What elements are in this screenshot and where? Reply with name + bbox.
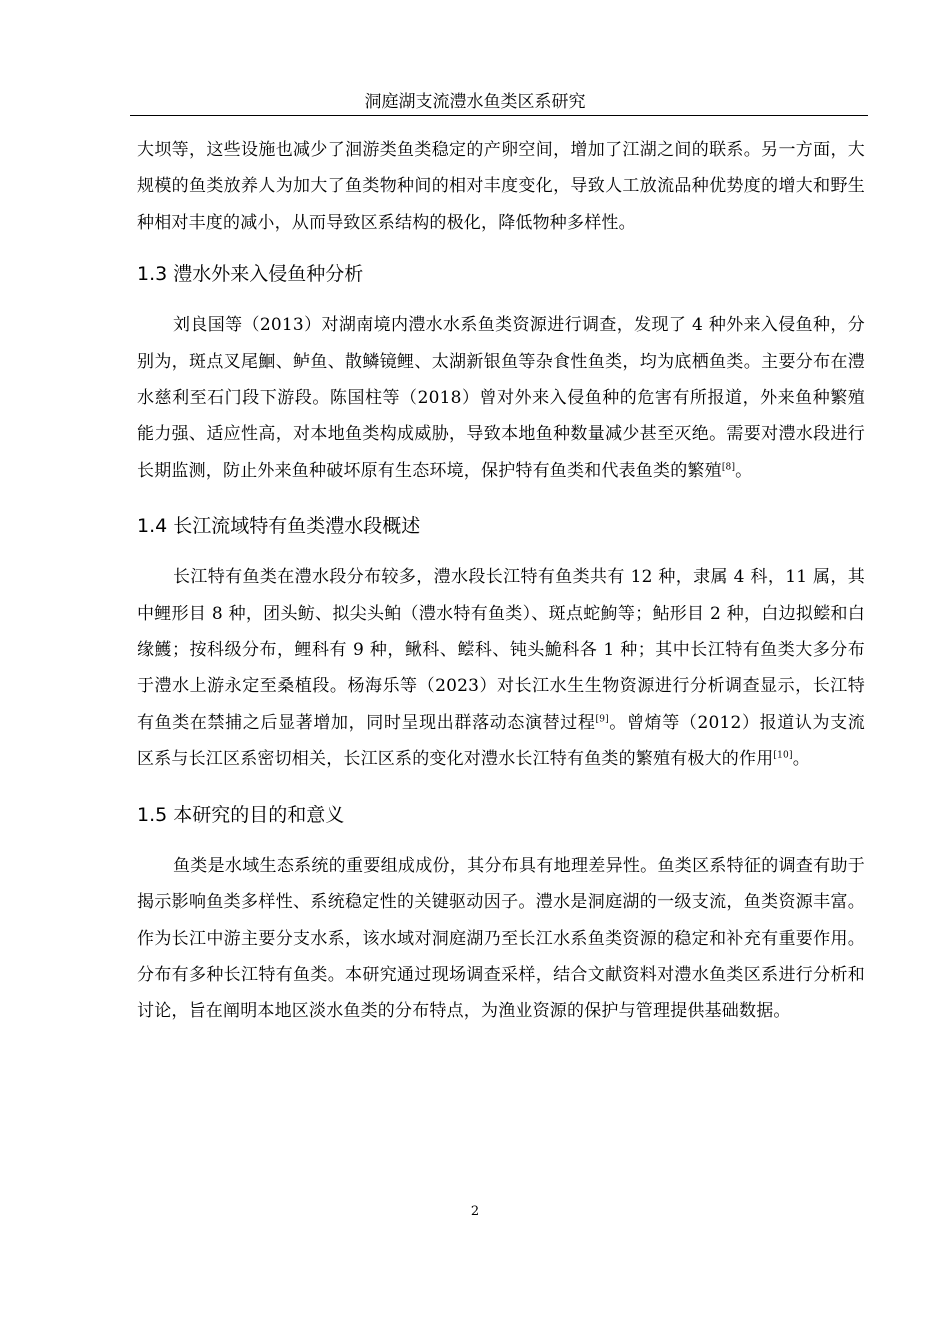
citation-ref: [8] xyxy=(721,462,736,473)
paragraph-section-1-4 xyxy=(137,559,865,777)
section-heading-1-5: 1.5 本研究的目的和意义 xyxy=(137,803,345,826)
paragraph-tail: 。 xyxy=(735,460,753,481)
paragraph-section-1-3 xyxy=(137,307,865,489)
paragraph-tail: 。 xyxy=(792,749,810,770)
header-divider xyxy=(130,115,868,116)
paragraph-intro: 大坝等，这些设施也减少了洄游类鱼类稳定的产卵空间，增加了江湖之间的联系。另一方面，大规模的鱼类放养人为加大了鱼类物种间的相对丰度变化，导致人工放流品种优势度的增大和野生种相对丰度的减小，从而导致区系结构的极化，降低物种多样性。 xyxy=(137,140,865,233)
section-heading-1-4: 1.4 长江流域特有鱼类澧水段概述 xyxy=(137,515,421,538)
page-number: 2 xyxy=(470,1204,480,1219)
paragraph-text: 长江特有鱼类在澧水段分布较多，澧水段长江特有鱼类共有 12 种，隶属 4 科，11 属，其中鲤形目 8 种，团头鲂、拟尖头鲌（澧水特有鱼类）、斑点蛇鮈等；鲇形目 2 种，白边拟鲿和白缘鱯；按科级分布，鲤科有 9 种，鳅科、鲿科、钝头鮠科各 1 种；其中长江特有鱼类大多分布于澧水上游永定至桑植段。杨海乐等（2023）对长江水生生物资源进行分析调查显示，长江特有鱼类在禁捕之后显著增加，同时呈现出群落动态演替过程 xyxy=(137,567,865,733)
page-body xyxy=(137,132,865,1030)
paragraph-text: 刘良国等（2013）对湖南境内澧水水系鱼类资源进行调查，发现了 4 种外来入侵鱼种，分别为，斑点叉尾鮰、鲈鱼、散鳞镜鲤、太湖新银鱼等杂食性鱼类，均为底栖鱼类。主要分布在澧水慈利至石门段下游段。陈国柱等（2018）曾对外来入侵鱼种的危害有所报道，外来鱼种繁殖能力强、适应性高，对本地鱼类构成威胁，导致本地鱼种数量减少甚至灭绝。需要对澧水段进行长期监测，防止外来鱼种破坏原有生态环境，保护特有鱼类和代表鱼类的繁殖 xyxy=(137,315,865,481)
paragraph-section-1-5: 鱼类是水域生态系统的重要组成成份，其分布具有地理差异性。鱼类区系特征的调查有助于揭示影响鱼类多样性、系统稳定性的关键驱动因子。澧水是洞庭湖的一级支流，鱼类资源丰富。作为长江中游主要分支水系，该水域对洞庭湖乃至长江水系鱼类资源的稳定和补充有重要作用。分布有多种长江特有鱼类。本研究通过现场调查采样，结合文献资料对澧水鱼类区系进行分析和讨论，旨在阐明本地区淡水鱼类的分布特点，为渔业资源的保护与管理提供基础数据。 xyxy=(137,855,865,1022)
running-header-title: 洞庭湖支流澧水鱼类区系研究 xyxy=(364,92,586,112)
paragraph-text: 。曾焴等（2012）报道认为支流区系与长江区系密切相关，长江区系的变化对澧水长江特有鱼类的繁殖有极大的作用 xyxy=(137,712,865,770)
citation-ref: [9] xyxy=(595,714,609,725)
citation-ref: [10] xyxy=(773,750,793,761)
section-heading-1-3: 1.3 澧水外来入侵鱼种分析 xyxy=(137,263,364,286)
